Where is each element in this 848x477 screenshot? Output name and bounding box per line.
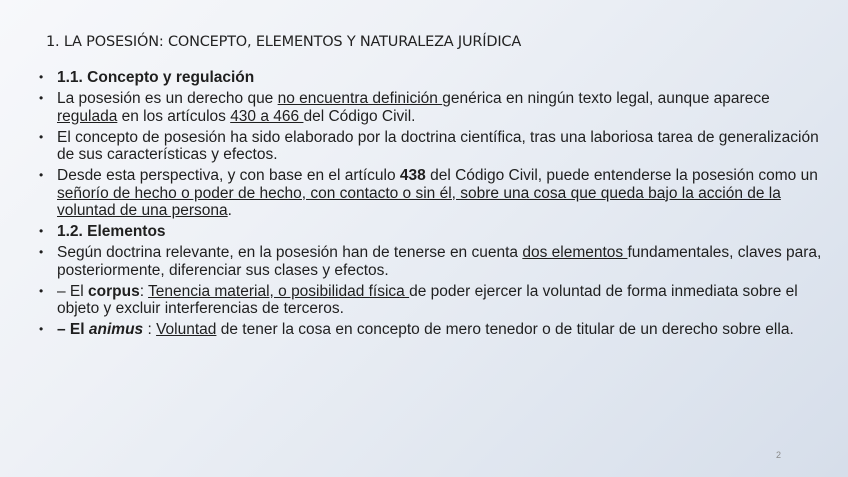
underlined-segment: no encuentra definición (277, 90, 443, 107)
underlined-segment: regulada (57, 107, 118, 125)
text-segment: del Código Civil, puede entenderse la posesión como un (425, 167, 818, 184)
underlined-segment: 430 a 466 (230, 107, 304, 125)
text-segment: – El (57, 282, 89, 300)
text-segment: fundamentales, claves para, posteriormente, diferenciar sus clases y efectos. (57, 244, 822, 279)
bullet-heading-elementos (38, 223, 833, 241)
bullet-corpus (38, 283, 833, 318)
bullet-definicion (38, 90, 833, 125)
underlined-segment: dos elementos (522, 244, 628, 261)
bullet-doctrina (38, 129, 833, 164)
bold-segment: 438 (399, 167, 426, 184)
heading-text: 1.1. Concepto y regulación (57, 69, 255, 86)
page-number: 2 (776, 450, 782, 460)
bullet-heading-concepto (38, 69, 833, 87)
bold-italic-segment: animus (88, 321, 144, 338)
text-segment: : (139, 282, 149, 300)
text-segment: del Código Civil. (303, 107, 416, 125)
text-segment: : (143, 321, 157, 338)
bold-segment: – El (57, 321, 89, 338)
text-segment: Según doctrina relevante, en la posesión han de tenerse en cuenta (57, 244, 523, 261)
underlined-segment: Tenencia material, o posibilidad física (148, 282, 410, 300)
bullet-dos-elementos (38, 244, 833, 279)
text-segment: . (227, 202, 232, 219)
bullet-animus (38, 321, 833, 339)
underlined-segment: Voluntad (156, 321, 217, 338)
text-segment: La posesión es un derecho que (57, 90, 278, 107)
text-segment: en los artículos (117, 107, 231, 125)
slide-title: 1. LA POSESIÓN: CONCEPTO, ELEMENTOS Y NATURALEZA JURÍDICA (46, 34, 522, 50)
bold-segment: corpus (88, 282, 140, 300)
bullet-list (38, 69, 833, 342)
heading-text: 1.2. Elementos (57, 223, 166, 240)
underlined-segment: señorío de hecho o poder de hecho, con contacto o sin él, sobre una cosa que queda bajo la acción de la voluntad de una persona (57, 184, 781, 219)
text-segment: de tener la cosa en concepto de mero tenedor o de titular de un derecho sobre ella. (216, 321, 794, 338)
bullet-perspectiva (38, 167, 833, 220)
text-segment: Desde esta perspectiva, y con base en el artículo (57, 167, 400, 184)
text-segment: El concepto de posesión ha sido elaborado por la doctrina científica, tras una laboriosa tarea de generalización de sus características y efectos. (57, 128, 819, 163)
text-segment: genérica en ningún texto legal, aunque aparece (442, 90, 770, 107)
text-segment: de poder ejercer la voluntad de forma inmediata sobre el objeto y excluir interferencias de terceros. (57, 282, 798, 317)
